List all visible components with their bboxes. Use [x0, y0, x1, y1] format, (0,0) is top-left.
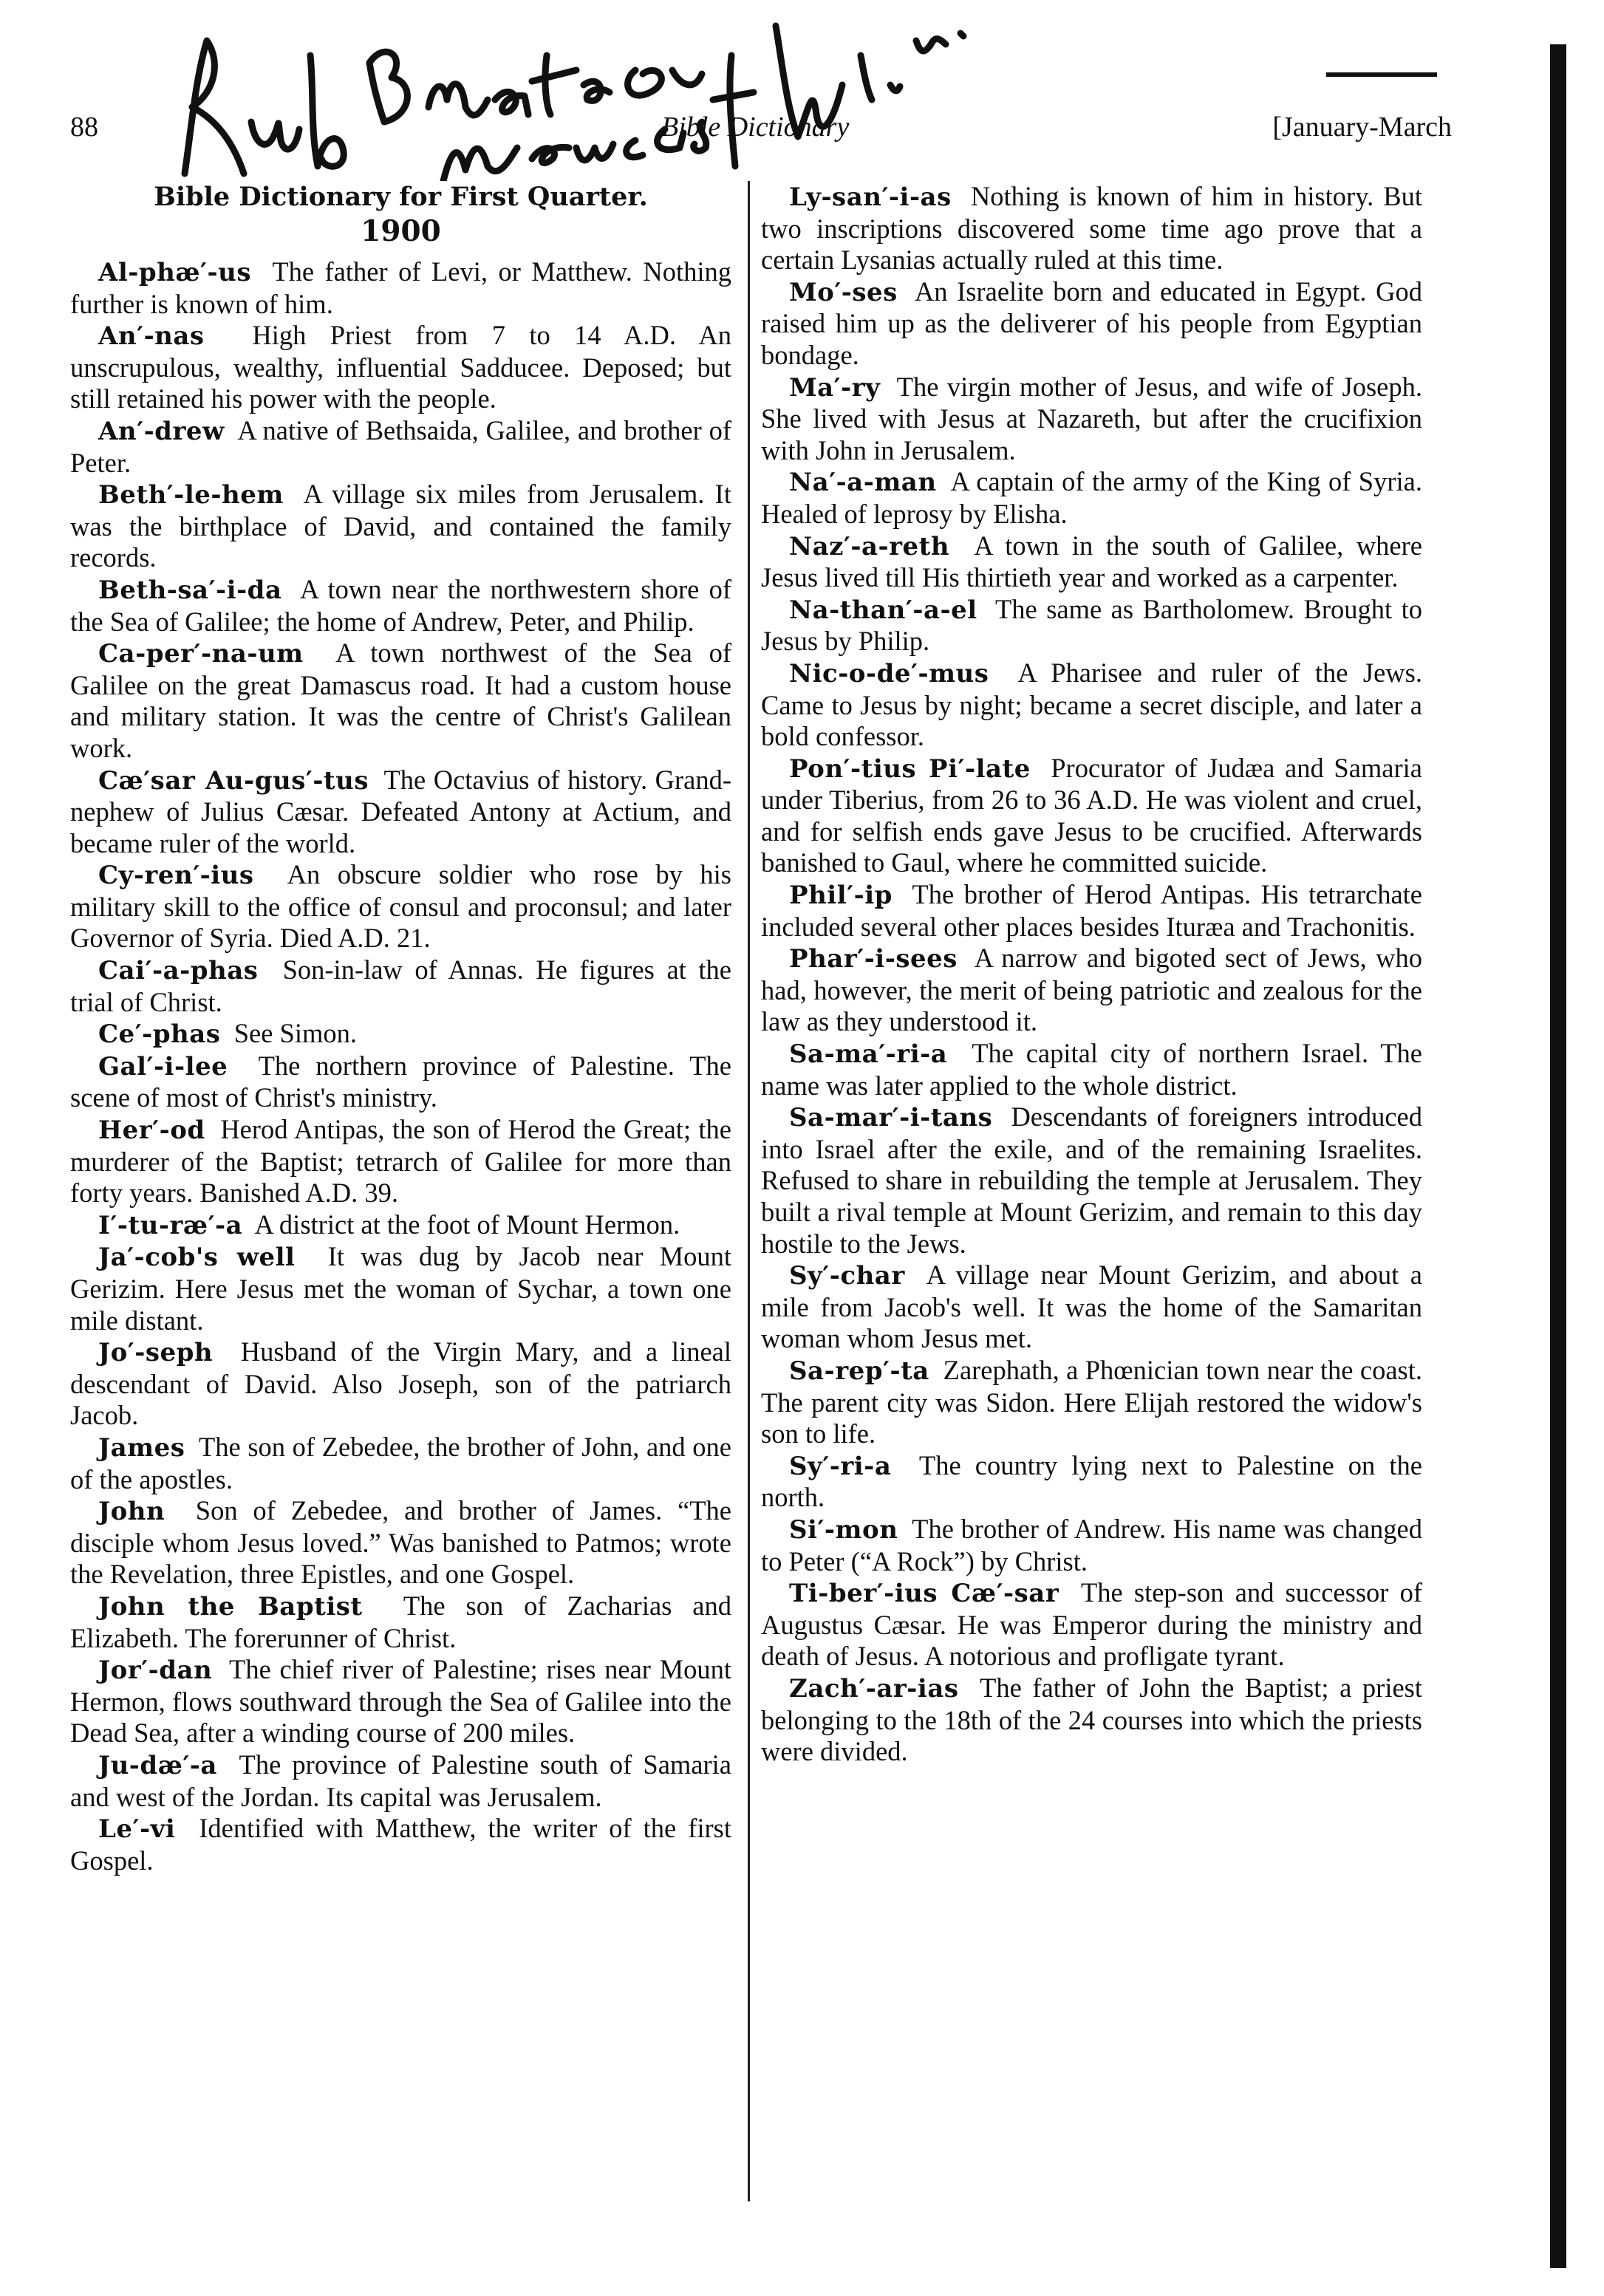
entry-term: Nic-o-de′-mus: [789, 658, 989, 689]
dictionary-entry: [761, 753, 1422, 879]
dictionary-entry: [70, 1591, 731, 1654]
dictionary-entry: [70, 954, 731, 1018]
entry-term: Zach′-ar-ias: [789, 1673, 959, 1704]
dictionary-entry: [761, 1577, 1422, 1673]
entry-term: Na-than′-a-el: [789, 595, 977, 625]
dictionary-entry: [761, 276, 1422, 372]
dictionary-entry: [70, 638, 731, 764]
dictionary-entry: [70, 765, 731, 860]
signature-strokes: [163, 11, 975, 181]
entry-definition: A district at the foot of Mount Hermon.: [254, 1209, 680, 1240]
entry-term: Ca-per′-na-um: [98, 639, 304, 669]
entry-term: An′-nas: [98, 321, 205, 352]
entry-definition: A Pharisee and ruler of the Jews. Came to Jesus by night; became a secret disciple, and later a bold confessor.: [761, 657, 1422, 752]
entry-term: Gal′-i-lee: [98, 1051, 228, 1082]
entry-term: Al-phæ′-us: [98, 258, 251, 287]
dictionary-entry: [761, 943, 1422, 1038]
entry-term: An′-drew: [98, 416, 225, 446]
dictionary-entry: [761, 372, 1422, 467]
entry-term: Cæ′sar Au-gus′-tus: [98, 765, 369, 796]
entry-term: Jo′-seph: [98, 1338, 214, 1368]
entry-definition: The virgin mother of Jesus, and wife of Joseph. She lived with Jesus at Nazareth, but after the crucifixion with John in Jerusalem.: [761, 371, 1422, 465]
page-title: Bible Dictionary for First Quarter.: [154, 182, 648, 212]
dictionary-entry: [761, 879, 1422, 943]
date-range: [January-March: [1272, 112, 1452, 143]
dictionary-entry: [761, 1450, 1422, 1514]
dictionary-entry: [70, 479, 731, 574]
dictionary-entry: [70, 1241, 731, 1336]
entry-definition: Zarephath, a Phœnician town near the coast. The parent city was Sidon. Here Elijah restored the widow's son to life.: [761, 1354, 1422, 1449]
dictionary-entry: [761, 181, 1422, 276]
entry-definition: A town near the northwestern shore of the Sea of Galilee; the home of Andrew, Peter, and Philip.: [70, 573, 731, 637]
entry-term: Sy′-ri-a: [789, 1451, 892, 1481]
handwritten-signature: [163, 11, 975, 181]
entry-term: Ma′-ry: [789, 372, 881, 403]
dictionary-entry: [761, 466, 1422, 530]
entry-definition: High Priest from 7 to 14 A.D. An unscrupulous, wealthy, influential Sadducee. Deposed; but still retained his power with the people.: [70, 320, 731, 414]
entry-definition: The Octavius of history. Grand-nephew of Julius Cæsar. Defeated Antony at Actium, and became ruler of the world.: [70, 764, 732, 858]
dictionary-entry: [70, 1018, 731, 1050]
entry-term: Sa-rep′-ta: [789, 1356, 929, 1386]
dictionary-entry: [761, 1038, 1422, 1101]
entry-definition: Identified with Matthew, the writer of the first Gospel.: [70, 1813, 732, 1876]
dictionary-entry: [70, 1654, 731, 1749]
entry-definition: Herod Antipas, the son of Herod the Great; the murderer of the Baptist; tetrarch of Galilee for more than forty years. Banished A.D. 39.: [70, 1114, 731, 1209]
entry-term: John: [98, 1497, 165, 1527]
entry-definition: The brother of Herod Antipas. His tetrarchate included several other places besides Ituræa and Trachonitis.: [761, 879, 1422, 942]
entry-term: Naz′-a-reth: [789, 531, 950, 561]
entry-term: Sa-mar′-i-tans: [789, 1103, 993, 1133]
entry-definition: Son of Zebedee, and brother of James. “The disciple whom Jesus loved.” Was banished to Patmos; wrote the Revelation, three Epistles, and one Gospel.: [70, 1495, 731, 1590]
dictionary-entry: [70, 1749, 731, 1813]
entry-definition: The capital city of northern Israel. The name was later applied to the whole district.: [761, 1038, 1423, 1101]
dictionary-entry: [70, 1336, 731, 1432]
dictionary-entry: [70, 1209, 731, 1242]
entry-definition: Procurator of Judæa and Samaria under Tiberius, from 26 to 36 A.D. He was violent and cruel, and for selfish ends gave Jesus to be crucified. Afterwards banished to Gaul, where he committed suicide.: [761, 752, 1423, 878]
dictionary-entry: [761, 1260, 1422, 1355]
entry-term: Beth-sa′-i-da: [98, 575, 282, 605]
dictionary-entry: [70, 1114, 731, 1209]
left-column: [70, 181, 731, 1876]
dictionary-entry: [70, 415, 731, 479]
entry-term: James: [98, 1432, 185, 1463]
entry-definition: The chief river of Palestine; rises near Mount Hermon, flows southward through the Sea of Galilee into the Dead Sea, after a winding course of 200 miles.: [70, 1654, 731, 1749]
entry-term: Pon′-tius Pi′-late: [789, 754, 1031, 784]
entry-term: Beth′-le-hem: [98, 480, 284, 510]
entry-definition: A village six miles from Jerusalem. It was the birthplace of David, and contained the family records.: [70, 479, 731, 573]
entry-definition: The northern province of Palestine. The scene of most of Christ's ministry.: [70, 1050, 731, 1113]
entry-term: Cy-ren′-ius: [98, 861, 254, 891]
entry-definition: The father of Levi, or Matthew. Nothing further is known of him.: [70, 256, 732, 319]
entry-definition: Husband of the Virgin Mary, and a lineal descendant of David. Also Joseph, son of the patriarch Jacob.: [70, 1336, 731, 1431]
dictionary-entry: [761, 1355, 1422, 1450]
entry-definition: It was dug by Jacob near Mount Gerizim. Here Jesus met the woman of Sychar, a town one mile distant.: [70, 1241, 732, 1336]
entry-term: Ju-dæ′-a: [98, 1750, 217, 1780]
entry-definition: An Israelite born and educated in Egypt. God raised him up as the deliverer of his people from Egyptian bondage.: [761, 276, 1422, 370]
entry-term: Sy′-char: [789, 1261, 905, 1291]
entry-definition: The step-son and successor of Augustus Cæsar. He was Emperor during the ministry and death of Jesus. A notorious and profligate tyrant.: [761, 1577, 1422, 1672]
year-heading: 1900: [361, 214, 441, 248]
entry-term: Ce′-phas: [98, 1019, 221, 1050]
entry-term: Na′-a-man: [789, 468, 937, 498]
entry-term: Le′-vi: [98, 1814, 176, 1845]
page-number: 88: [70, 112, 98, 143]
dictionary-entry: [761, 1101, 1422, 1260]
entry-term: Si′-mon: [789, 1514, 898, 1545]
entry-term: I′-tu-ræ′-a: [98, 1210, 243, 1240]
entry-term: Ti-ber′-ius Cæ′-sar: [789, 1579, 1059, 1609]
entry-definition: Son-in-law of Annas. He figures at the trial of Christ.: [70, 954, 732, 1017]
entry-term: Sa-ma′-ri-a: [789, 1039, 948, 1070]
entry-term: Ly-san′-i-as: [789, 182, 952, 212]
entry-term: Mo′-ses: [789, 277, 898, 307]
right-column: [761, 181, 1422, 1768]
entry-definition: A village near Mount Gerizim, and about a mile from Jacob's well. It was the home of the Samaritan woman whom Jesus met.: [761, 1260, 1422, 1354]
entry-term: Jor′-dan: [98, 1656, 213, 1686]
entry-term: Cai′-a-phas: [98, 956, 259, 986]
entry-term: Phar′-i-sees: [789, 944, 958, 974]
entry-definition: Descendants of foreigners introduced into Israel after the exile, and of the remaining Israelites. Refused to share in rebuilding the temple at Jerusalem. They built a rival temple at Mount Gerizim, and remain to this day hostile to the Jews.: [761, 1101, 1423, 1259]
entry-definition: The province of Palestine south of Samaria and west of the Jordan. Its capital was Jerusalem.: [70, 1749, 731, 1812]
running-title: Bible Dictionary: [661, 112, 850, 143]
dictionary-entry: [70, 256, 731, 320]
dictionary-entry: [761, 594, 1422, 657]
entry-term: Her′-od: [98, 1115, 205, 1146]
entry-definition: The father of John the Baptist; a priest belonging to the 18th of the 24 courses into which the priests were divided.: [761, 1672, 1423, 1767]
entry-definition: See Simon.: [233, 1018, 357, 1049]
entry-definition: An obscure soldier who rose by his military skill to the office of consul and proconsul; and later Governor of Syria. Died A.D. 21.: [70, 859, 731, 954]
dictionary-entry: [761, 1673, 1422, 1768]
entry-definition: A town northwest of the Sea of Galilee on the great Damascus road. It had a custom house and military station. It was the centre of Christ's Galilean work.: [70, 638, 731, 763]
entry-definition: The same as Bartholomew. Brought to Jesus by Philip.: [761, 593, 1422, 657]
dictionary-entry: [70, 320, 731, 415]
entry-term: Ja′-cob's well: [98, 1243, 296, 1273]
column-divider: [748, 181, 750, 2201]
dictionary-entry: [70, 1050, 731, 1114]
entry-definition: A native of Bethsaida, Galilee, and brother of Peter.: [70, 414, 731, 478]
dictionary-entry: [70, 1432, 731, 1495]
header-rule: [1326, 72, 1437, 77]
dictionary-entry: [70, 859, 731, 954]
dictionary-entry: [761, 1514, 1422, 1577]
dictionary-entry: [70, 574, 731, 638]
dictionary-entry: [70, 1495, 731, 1591]
entry-definition: The country lying next to Palestine on the north.: [761, 1449, 1422, 1513]
dictionary-entry: [761, 530, 1422, 594]
dictionary-entry: [761, 657, 1422, 753]
entry-definition: The brother of Andrew. His name was changed to Peter (“A Rock”) by Christ.: [761, 1513, 1422, 1576]
entry-definition: A narrow and bigoted sect of Jews, who had, however, the merit of being patriotic and zealous for the law as they understood it.: [761, 943, 1422, 1037]
entry-definition: The son of Zacharias and Elizabeth. The forerunner of Christ.: [70, 1590, 732, 1653]
entry-term: John the Baptist: [98, 1591, 363, 1622]
entry-definition: Nothing is known of him in history. But two inscriptions discovered some time ago prove that a certain Lysanias actually ruled at this time.: [761, 181, 1423, 276]
scan-edge-bar: [1550, 44, 1566, 2268]
entry-definition: The son of Zebedee, the brother of John, and one of the apostles.: [70, 1431, 731, 1494]
dictionary-entry: [70, 1813, 731, 1876]
entry-term: Phil′-ip: [789, 881, 893, 911]
entry-definition: A town in the south of Galilee, where Jesus lived till His thirtieth year and worked as a carpenter.: [761, 530, 1422, 593]
entry-definition: A captain of the army of the King of Syria. Healed of leprosy by Elisha.: [761, 466, 1422, 529]
